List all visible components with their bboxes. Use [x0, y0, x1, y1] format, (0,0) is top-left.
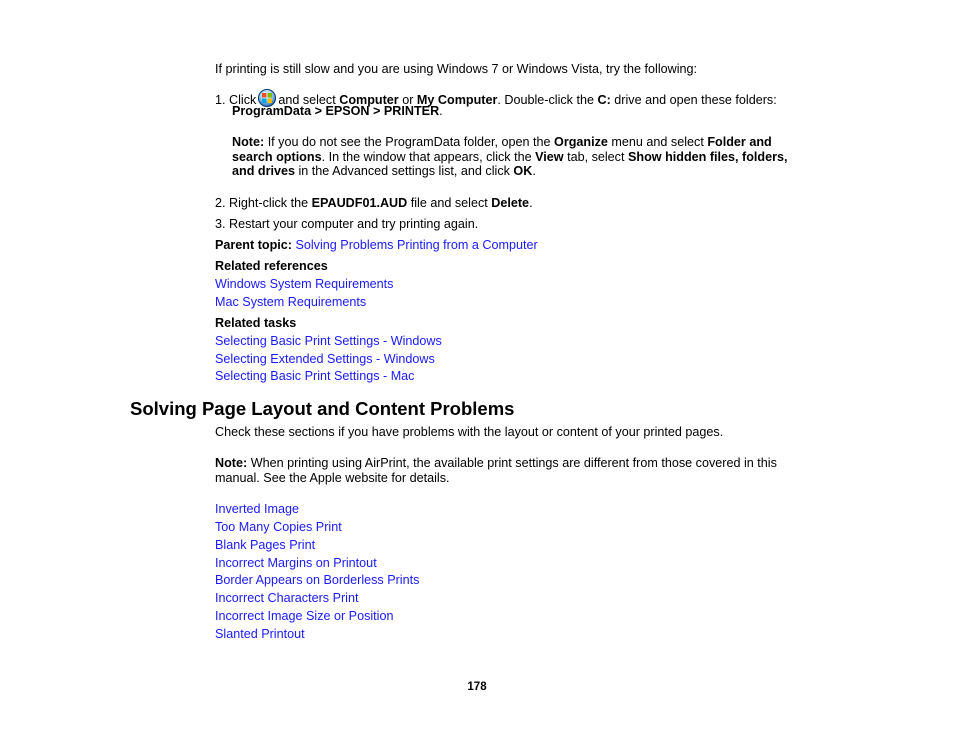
note-text-2: menu and select: [611, 135, 704, 149]
delete-label: Delete: [491, 196, 530, 210]
step-1-click: Click: [229, 93, 257, 107]
note-line-2: [232, 150, 788, 165]
folder-path: [232, 104, 443, 119]
link-inverted-image[interactable]: Inverted Image: [215, 502, 300, 516]
step-1-or: or: [402, 93, 414, 107]
step-3-text: Restart your computer and try printing again.: [229, 217, 479, 231]
section-intro: Check these sections if you have problems with the layout or content of your printed pages.: [215, 425, 724, 439]
section-note-text-1: When printing using AirPrint, the available print settings are different from those covered in this: [250, 456, 777, 470]
page-number: 178: [467, 681, 487, 693]
folder-path-period: .: [439, 104, 443, 118]
computer-label: Computer: [339, 93, 399, 107]
section-title: Solving Page Layout and Content Problems: [130, 398, 515, 419]
link-too-many-copies-print[interactable]: Too Many Copies Print: [215, 520, 342, 534]
step-3-number: 3.: [215, 217, 226, 231]
file-name: EPAUDF01.AUD: [311, 196, 408, 210]
link-border-appears[interactable]: Border Appears on Borderless Prints: [215, 573, 420, 587]
note-text-5: in the Advanced settings list, and click: [298, 164, 510, 178]
step-1-number: 1.: [215, 93, 226, 107]
link-windows-system-requirements[interactable]: Windows System Requirements: [215, 277, 394, 291]
folder-path-text: ProgramData > EPSON > PRINTER: [232, 104, 440, 118]
step-2-period: .: [529, 196, 533, 210]
parent-topic: [215, 238, 538, 253]
and-drives-label: and drives: [232, 164, 295, 178]
step-1-drive-open: drive and open these folders:: [614, 93, 777, 107]
section-note-line-2: manual. See the Apple website for details.: [215, 471, 450, 485]
note-text-1: If you do not see the ProgramData folder, open the: [267, 135, 551, 149]
note-text-3: . In the window that appears, click the: [321, 150, 532, 164]
related-tasks-heading: Related tasks: [215, 316, 297, 330]
step-1-and-select: and select: [278, 93, 336, 107]
note-text-4: tab, select: [567, 150, 625, 164]
view-tab-label: View: [535, 150, 564, 164]
link-basic-print-settings-mac[interactable]: Selecting Basic Print Settings - Mac: [215, 369, 415, 383]
step-2-number: 2.: [215, 196, 226, 210]
step-2-text-2: file and select: [410, 196, 488, 210]
parent-topic-label: Parent topic:: [215, 238, 292, 252]
step-3: [215, 217, 478, 232]
my-computer-label: My Computer: [416, 93, 498, 107]
c-drive-label: C:: [597, 93, 611, 107]
link-incorrect-characters[interactable]: Incorrect Characters Print: [215, 591, 359, 605]
related-references-heading: Related references: [215, 259, 328, 273]
ok-label: OK: [513, 164, 533, 178]
organize-label: Organize: [554, 135, 608, 149]
note-line-1: [232, 135, 772, 150]
step-2: [215, 196, 533, 211]
step-2-text-1: Right-click the: [229, 196, 309, 210]
link-incorrect-image-size[interactable]: Incorrect Image Size or Position: [215, 609, 394, 623]
section-note-line-1: [215, 456, 777, 471]
step-1-double-click: . Double-click the: [497, 93, 594, 107]
show-hidden-label: Show hidden files, folders,: [627, 150, 788, 164]
link-basic-print-settings-windows[interactable]: Selecting Basic Print Settings - Windows: [215, 334, 442, 348]
link-mac-system-requirements[interactable]: Mac System Requirements: [215, 295, 367, 309]
link-incorrect-margins[interactable]: Incorrect Margins on Printout: [215, 556, 377, 570]
intro-text: If printing is still slow and you are using Windows 7 or Windows Vista, try the following:: [215, 62, 698, 76]
section-note-label: Note:: [215, 456, 248, 470]
folder-and-label: Folder and: [707, 135, 772, 149]
search-options-label: search options: [232, 150, 322, 164]
link-blank-pages-print[interactable]: Blank Pages Print: [215, 538, 316, 552]
link-slanted-printout[interactable]: Slanted Printout: [215, 627, 305, 641]
note-line-3: [232, 164, 536, 179]
parent-topic-link[interactable]: Solving Problems Printing from a Computer: [295, 238, 538, 252]
link-extended-settings-windows[interactable]: Selecting Extended Settings - Windows: [215, 352, 435, 366]
note-period: .: [532, 164, 536, 178]
note-label: Note:: [232, 135, 265, 149]
